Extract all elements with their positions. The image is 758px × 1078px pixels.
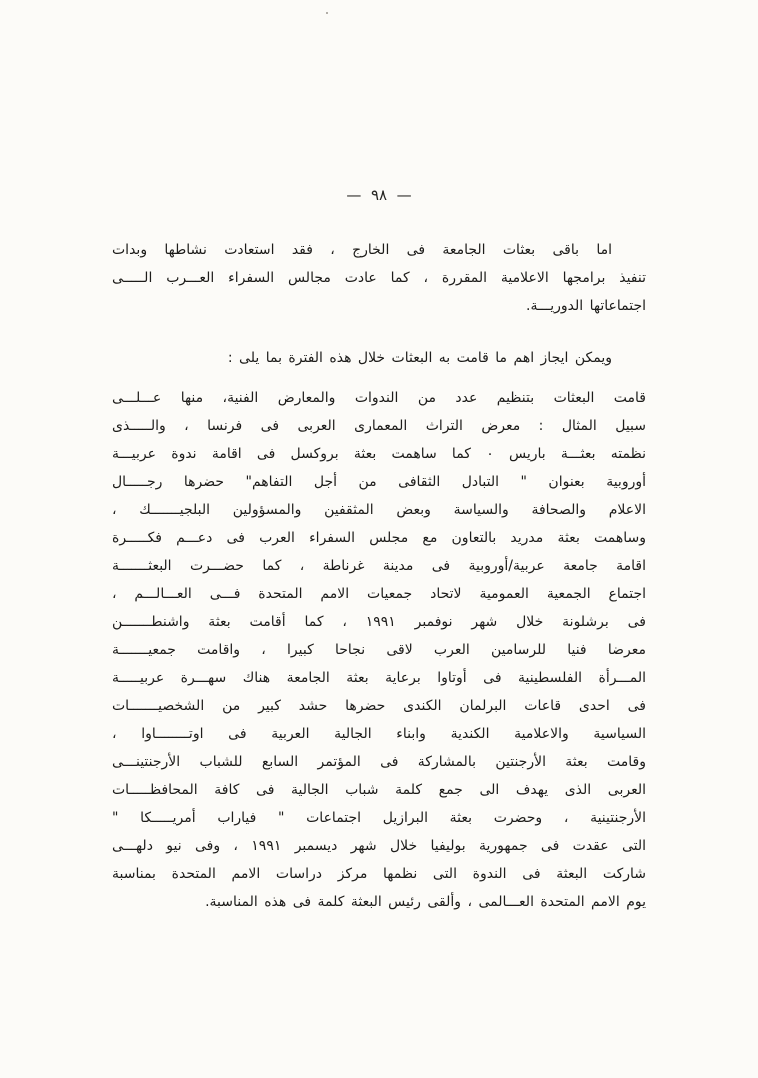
text-line: اما باقى بعثات الجامعة فى الخارج ، فقد استعادت نشاطها وبدات (112, 242, 612, 258)
text-line: وساهمت بعثة مدريد بالتعاون مع مجلس السفراء العرب فى دعـــم فكـــــرة (112, 530, 646, 546)
text-line: اجتماعاتها الدوريـــة. (526, 298, 646, 314)
text-line: التى عقدت فى جمهورية بوليفيا خلال شهر ديسمبر ١٩٩١ ، وفى نيو دلهـــى (112, 838, 646, 854)
text-line: يوم الامم المتحدة العـــالمى ، وألقى رئيس البعثة كلمة فى هذه المناسبة. (205, 894, 646, 910)
text-line: قامت البعثات بتنظيم عدد من الندوات والمعارض الفنية، منها عـــلـــى (112, 390, 646, 406)
text-line: شاركت البعثة فى الندوة التى نظمها مركز دراسات الامم المتحدة بمناسبة (112, 866, 646, 882)
paragraph-summary-intro (112, 344, 646, 372)
text-line: السياسية والاعلامية الكندية وابناء الجالية العربية فى اوتــــــــاوا ، (112, 726, 646, 742)
text-line: أوروبية بعنوان " التبادل الثقافى من أجل التفاهم" حضرها رجـــــال (112, 474, 646, 490)
text-line: الأرجنتينية ، وحضرت بعثة البرازيل اجتماعات " فياراب أمريـــــكا " (112, 810, 646, 826)
text-line: معرضا فنيا للرسامين العرب لاقى نجاحا كبيرا ، واقامت جمعيـــــــة (112, 642, 646, 658)
text-line: ويمكن ايجاز اهم ما قامت به البعثات خلال هذه الفترة بما يلى : (227, 350, 612, 366)
text-line: اجتماع الجمعية العمومية لاتحاد جمعيات الامم المتحدة فـــى العـــالـــم ، (112, 586, 646, 602)
text-line: العربى الذى يهدف الى جمع كلمة شباب الجالية فى كافة المحافظـــــات (112, 782, 646, 798)
paragraph-missions-resumed (112, 236, 646, 320)
text-line: اقامة جامعة عربية/أوروبية فى مدينة غرناطة ، كما حضـــرت البعثـــــــة (112, 558, 646, 574)
text-line: نظمته بعثـــة باريس ٠ كما ساهمت بعثة بروكسل فى اقامة ندوة عربيـــة (112, 446, 646, 462)
text-line: سبيل المثال : معرض التراث المعمارى العربى فى فرنسا ، والـــــذى (112, 418, 646, 434)
page-body (112, 236, 646, 916)
page-number: — ٩٨ — (346, 186, 412, 204)
text-line: فى برشلونة خلال شهر نوفمبر ١٩٩١ ، كما أقامت بعثة واشنطـــــــن (112, 614, 646, 630)
text-line: المـــرأة الفلسطينية فى أوتاوا برعاية بعثة الجامعة هناك سهـــرة عربيـــــة (112, 670, 646, 686)
text-line: وقامت بعثة الأرجنتين بالمشاركة فى المؤتمر السابع للشباب الأرجنتينـــى (112, 754, 646, 770)
scan-speckle (326, 12, 328, 14)
paragraph-missions-activities (112, 384, 646, 916)
text-line: فى احدى قاعات البرلمان الكندى حضرها حشد كبير من الشخصيـــــــات (112, 698, 646, 714)
text-line: الاعلام والصحافة والسياسة وبعض المثقفين والمسؤولين البلجيـــــــك ، (112, 502, 646, 518)
text-line: تنفيذ برامجها الاعلامية المقررة ، كما عادت مجالس السفراء العـــرب الـــــى (112, 270, 646, 286)
